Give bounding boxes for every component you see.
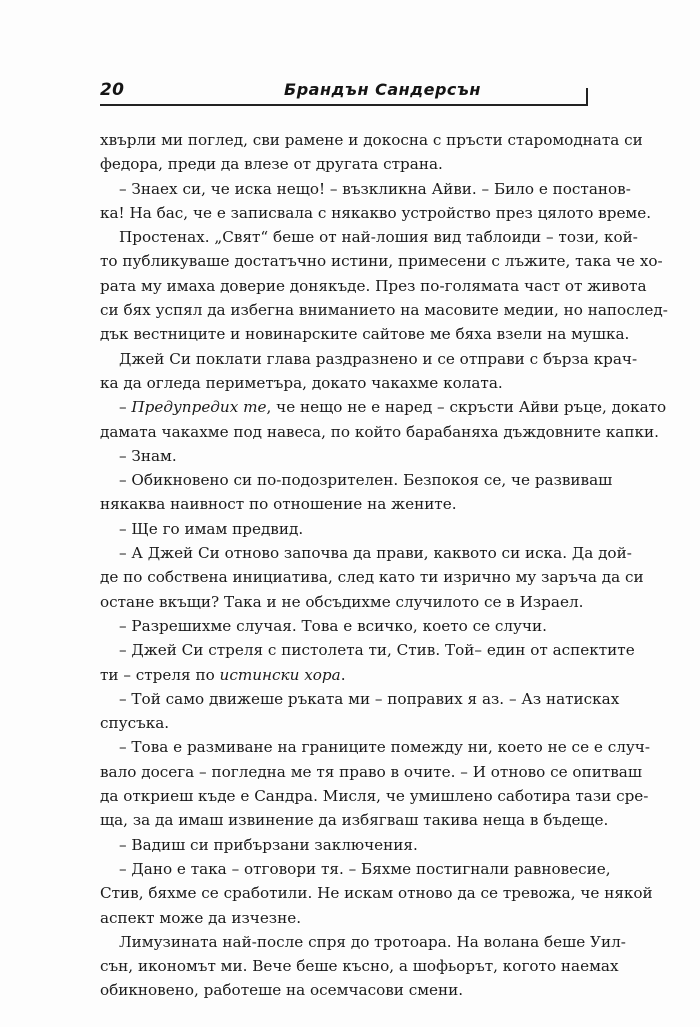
text-line: ка! На бас, че е записвала с някакво устройство през цялото време.	[100, 203, 652, 222]
text-line: – Знам.	[119, 446, 177, 465]
text-line: – Вадиш си прибързани заключения.	[119, 835, 418, 854]
body-text	[100, 128, 668, 1003]
header-rule	[100, 104, 588, 106]
dialogue-dash: –	[119, 398, 132, 417]
line-continuation: .	[340, 665, 346, 684]
paragraph	[100, 638, 635, 687]
text-line	[100, 663, 584, 687]
text-line: – Обикновено си по-подозрителен. Безпокоя се, че развиваш	[119, 471, 613, 490]
text-line: остане вкъщи? Така и не обсъдихме случилото се в Израел.	[100, 592, 584, 611]
text-line: хвърли ми поглед, сви рамене и докосна с пръсти старомодната си	[100, 131, 643, 149]
text-line: си бях успял да избегна вниманието на масовите медии, но напослед-	[100, 301, 668, 320]
paragraph	[100, 517, 584, 541]
text-line: вало досега – погледна ме тя право в очите. – И отново се опитваш	[100, 762, 642, 781]
paragraph	[100, 468, 613, 517]
paragraph	[100, 833, 584, 857]
text-line: – А Джей Си отново започва да прави, каквото си иска. Да дой-	[119, 544, 632, 563]
text-line: рата му имаха доверие донякъде. През по-голямата част от живота	[100, 276, 647, 295]
header-rule-end	[586, 88, 588, 106]
text-line: Стив, бяхме се сработили. Не искам отново да се тревожа, че някой	[100, 884, 653, 903]
paragraph	[100, 687, 620, 736]
text-line: то публикуваше достатъчно истини, примесени с лъжите, така че хо-	[100, 252, 663, 271]
text-line: – Разрешихме случая. Това е всичко, което се случи.	[119, 616, 547, 635]
paragraph	[100, 225, 668, 346]
running-title: Брандън Сандерсън	[284, 80, 481, 99]
text-line: някаква наивност по отношение на жените.	[100, 495, 457, 514]
text-line: Простенах. „Свят“ беше от най-лошия вид таблоиди – този, кой-	[119, 228, 638, 247]
paragraph	[100, 444, 584, 468]
paragraph	[100, 347, 638, 396]
text-line: – Знаех си, че иска нещо! – възкликна Айви. – Било е постанов-	[119, 179, 631, 198]
paragraph	[100, 395, 667, 444]
text-line: спусъка.	[100, 714, 170, 733]
italic-phrase: истински хора	[219, 665, 341, 684]
text-line: да откриеш къде е Сандра. Мисля, че умишлено саботира тази сре-	[100, 787, 649, 806]
paragraph	[100, 930, 626, 1003]
paragraph	[100, 177, 652, 226]
text-line: – Ще го имам предвид.	[119, 519, 304, 538]
text-line: Лимузината най-после спря до тротоара. На волана беше Уил-	[119, 932, 626, 951]
text-line: дък вестниците и новинарските сайтове ме бяха взели на мушка.	[100, 325, 630, 344]
text-line: – Дано е така – отговори тя. – Бяхме постигнали равновесие,	[119, 859, 611, 878]
text-line: федора, преди да влезе от другата страна.	[100, 155, 443, 174]
running-head	[100, 78, 584, 106]
paragraph	[100, 857, 653, 930]
text-line: – Той само движеше ръката ми – поправих я аз. – Аз натисках	[119, 689, 620, 708]
page-number: 20	[100, 80, 125, 100]
text-line: дамата чакахме под навеса, по който барабаняха дъждовните капки.	[100, 422, 659, 441]
text-line: сън, икономът ми. Вече беше късно, а шофьорът, когото наемах	[100, 957, 619, 976]
text-line: обикновено, работеше на осемчасови смени.	[100, 981, 464, 1000]
text-line: – Джей Си стреля с пистолета ти, Стив. Той– един от аспектите	[119, 641, 635, 660]
text-line: Джей Си поклати глава раздразнено и се отправи с бърза крач-	[119, 349, 638, 368]
paragraph	[100, 541, 644, 614]
line-continuation: , че нещо не е наред – скръсти Айви ръце, докато	[266, 398, 667, 417]
text-line: – Това е размиване на границите помежду ни, което не се е случ-	[119, 738, 650, 757]
text-line	[100, 395, 667, 419]
paragraph	[100, 128, 643, 177]
italic-phrase: Предупредих те	[131, 398, 267, 417]
paragraph	[100, 614, 584, 638]
text-line: ка да огледа периметъра, докато чакахме колата.	[100, 373, 503, 392]
text-line: де по собствена инициатива, след като ти изрично му заръча да си	[100, 568, 644, 587]
line-start: ти – стреля по	[100, 665, 220, 684]
text-line: ща, за да имаш извинение да избягваш такива неща в бъдеще.	[100, 811, 609, 830]
text-line: аспект може да изчезне.	[100, 908, 302, 927]
paragraph	[100, 735, 650, 832]
